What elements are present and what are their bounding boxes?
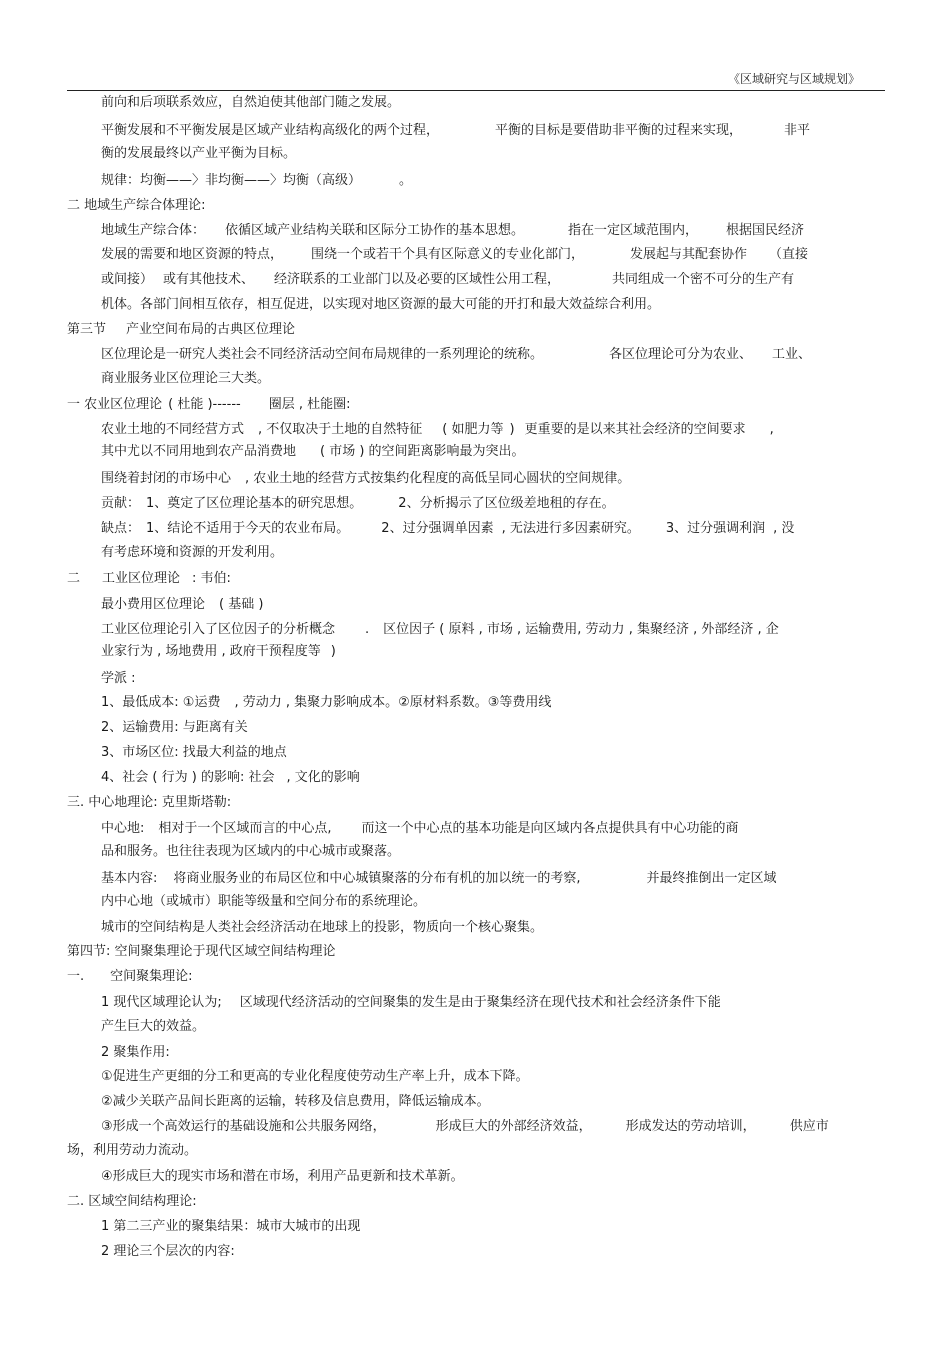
text-line: 2 聚集作用: xyxy=(101,1045,170,1060)
text-line: 学派 : xyxy=(101,671,136,686)
text-line: 最小费用区位理论 ( 基础 ) xyxy=(101,597,264,612)
list-item: ①促进生产更细的分工和更高的专业化程度使劳动生产率上升，成本下降。 xyxy=(101,1069,529,1084)
text-line: 产生巨大的效益。 xyxy=(101,1019,206,1034)
text-line: 机体。各部门间相互依存，相互促进，以实现对地区资源的最大可能的开打和最大效益综合利用。 xyxy=(101,297,661,312)
text-line: 平衡发展和不平衡发展是区域产业结构高级化的两个过程， 平衡的目标是要借助非平衡的过程来实现， 非平 xyxy=(101,123,811,138)
text-line: 基本内容: 将商业服务业的布局区位和中心城镇聚落的分布有机的加以统一的考察, 并最终推倒出一定区域 xyxy=(101,871,777,886)
list-item: 1 第二三产业的聚集结果：城市大城市的出现 xyxy=(101,1219,361,1234)
section-heading: 一 农业区位理论 ( 杜能 )------ 圈层 , 杜能圈: xyxy=(67,397,351,412)
text-line: 地域生产综合体： 依循区域产业结构关联和区际分工协作的基本思想。 指在一定区域范围内， 根据国民经济 xyxy=(101,223,805,238)
text-line: 工业区位理论引入了区位因子的分析概念 . 区位因子 ( 原料 , 市场 , 运输费用, 劳动力 , 集聚经济 , 外部经济 , 企 xyxy=(101,622,779,637)
text-line: 贡献： 1、奠定了区位理论基本的研究思想。 2、分析揭示了区位级差地租的存在。 xyxy=(101,496,615,511)
text-line: 有考虑环境和资源的开发利用。 xyxy=(101,545,284,560)
text-line: 缺点： 1、结论不适用于今天的农业布局。 2、过分强调单因素 , 无法进行多因素研究。 3、过分强调利润 , 没 xyxy=(101,521,795,536)
text-line: 围绕着封闭的市场中心 , 农业土地的经营方式按集约化程度的高低呈同心圆状的空间规律。 xyxy=(101,471,631,486)
text-line: 内中心地（或城市）职能等级量和空间分布的系统理论。 xyxy=(101,894,427,909)
section-heading: 第三节 产业空间布局的古典区位理论 xyxy=(67,322,296,337)
section-heading: 二. 区域空间结构理论: xyxy=(67,1194,197,1209)
text-line: 规律：均衡——〉非均衡——〉均衡（高级） 。 xyxy=(101,173,413,188)
text-line: 业家行为 , 场地费用 , 政府干预程度等 ) xyxy=(101,644,336,659)
list-item: 1、最低成本: ①运费 , 劳动力 , 集聚力影响成本。②原材料系数。③等费用线 xyxy=(101,695,552,710)
text-line: 1 现代区域理论认为; 区域现代经济活动的空间聚集的发生是由于聚集经济在现代技术和社会经济条件下能 xyxy=(101,995,721,1010)
list-item: ④形成巨大的现实市场和潜在市场，利用产品更新和技术革新。 xyxy=(101,1169,464,1184)
text-line: 农业土地的不同经营方式 , 不仅取决于土地的自然特征 ( 如肥力等 ) 更重要的是以来其社会经济的空间要求 , xyxy=(101,422,774,437)
text-line: 品和服务。也往往表现为区域内的中心城市或聚落。 xyxy=(101,844,401,859)
list-item: 3、市场区位: 找最大利益的地点 xyxy=(101,745,287,760)
list-item: 2 理论三个层次的内容: xyxy=(101,1244,235,1259)
document-header-title: 《区域研究与区域规划》 xyxy=(727,72,860,86)
text-line: 其中尤以不同用地到农产品消费地 ( 市场 ) 的空间距离影响最为突出。 xyxy=(101,444,525,459)
section-heading: 二 工业区位理论 : 韦伯: xyxy=(67,571,231,586)
text-line: 前向和后项联系效应，自然迫使其他部门随之发展。 xyxy=(101,95,401,110)
text-line: 衡的发展最终以产业平衡为目标。 xyxy=(101,146,297,161)
section-heading: 第四节: 空间聚集理论于现代区域空间结构理论 xyxy=(67,944,336,959)
section-heading: 一. 空间聚集理论: xyxy=(67,969,193,984)
list-item: 2、运输费用: 与距离有关 xyxy=(101,720,248,735)
text-line: 发展的需要和地区资源的特点， 围绕一个或若干个具有区际意义的专业化部门， 发展起与其配套协作 （直接 xyxy=(101,247,809,262)
text-line: 场，利用劳动力流动。 xyxy=(67,1143,198,1158)
text-line: 中心地: 相对于一个区域而言的中心点, 而这一个中心点的基本功能是向区域内各点提供具有中心功能的商 xyxy=(101,821,739,836)
list-item: 4、社会 ( 行为 ) 的影响: 社会 , 文化的影响 xyxy=(101,770,360,785)
section-heading: 三. 中心地理论: 克里斯塔勒: xyxy=(67,795,232,810)
text-line: 或间接） 或有其他技术、 经济联系的工业部门以及必要的区域性公用工程， 共同组成一个密不可分的生产有 xyxy=(101,272,795,287)
section-heading: 二 地域生产综合体理论: xyxy=(67,198,206,213)
text-line: 区位理论是一研究人类社会不同经济活动空间布局规律的一系列理论的统称。 各区位理论可分为农业、 工业、 xyxy=(101,347,812,362)
text-line: 城市的空间结构是人类社会经济活动在地球上的投影，物质向一个核心聚集。 xyxy=(101,920,544,935)
list-item: ②减少关联产品间长距离的运输，转移及信息费用，降低运输成本。 xyxy=(101,1094,490,1109)
header-rule xyxy=(67,90,885,91)
text-line: 商业服务业区位理论三大类。 xyxy=(101,371,271,386)
list-item: ③形成一个高效运行的基础设施和公共服务网络， 形成巨大的外部经济效益， 形成发达的劳动培训， 供应市 xyxy=(101,1119,829,1134)
